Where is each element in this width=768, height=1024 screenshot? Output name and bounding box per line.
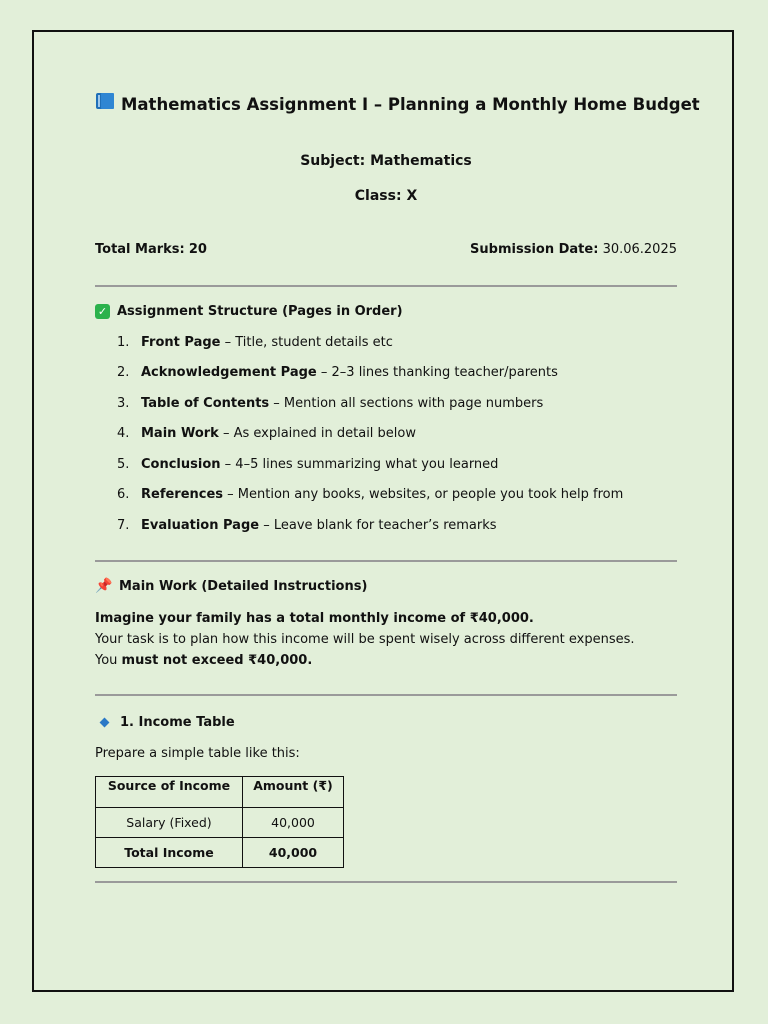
blue-book-icon: [95, 92, 115, 114]
list-desc: – 2–3 lines thanking teacher/parents: [316, 365, 558, 380]
table-header-row: [96, 777, 344, 808]
list-title: Table of Contents: [141, 396, 270, 411]
income-table-heading: [95, 715, 235, 730]
list-title: Evaluation Page: [141, 518, 260, 533]
list-desc: – Mention any books, websites, or people you took help from: [223, 487, 624, 502]
column-header: Source of Income: [96, 777, 243, 808]
submission-value: 30.06.2025: [602, 242, 677, 257]
list-title: Conclusion: [141, 457, 221, 472]
total-marks-value: 20: [188, 242, 207, 257]
limit-statement: [95, 653, 312, 668]
total-marks-label: Total Marks:: [95, 242, 185, 257]
list-item: [117, 365, 558, 380]
table-cell: Total Income: [96, 838, 243, 868]
table-row: [96, 808, 344, 838]
limit-prefix: You: [95, 653, 122, 668]
check-mark-icon: ✓: [95, 304, 110, 319]
income-table-heading-text: 1. Income Table: [120, 715, 235, 730]
list-number: 1.: [117, 335, 130, 350]
structure-heading: [95, 304, 403, 319]
list-number: 2.: [117, 365, 130, 380]
list-number: 4.: [117, 426, 130, 441]
list-number: 5.: [117, 457, 130, 472]
divider: [95, 285, 677, 287]
title-text: Mathematics Assignment I – Planning a Monthly Home Budget: [121, 95, 700, 114]
income-intro: Prepare a simple table like this:: [95, 746, 300, 761]
list-number: 7.: [117, 518, 130, 533]
list-desc: – 4–5 lines summarizing what you learned: [220, 457, 499, 472]
list-desc: – Title, student details etc: [220, 335, 393, 350]
list-desc: – As explained in detail below: [218, 426, 417, 441]
list-title: Front Page: [141, 335, 221, 350]
main-work-heading: [95, 579, 367, 594]
list-item: [117, 518, 497, 533]
subject-label: Subject:: [300, 153, 366, 169]
list-desc: – Mention all sections with page numbers: [269, 396, 544, 411]
submission-label: Submission Date:: [470, 242, 599, 257]
page-title: [95, 92, 700, 114]
divider: [95, 694, 677, 696]
table-cell: 40,000: [243, 838, 344, 868]
list-title: References: [141, 487, 224, 502]
list-number: 6.: [117, 487, 130, 502]
main-work-heading-text: Main Work (Detailed Instructions): [119, 579, 368, 594]
list-title: Acknowledgement Page: [141, 365, 317, 380]
page-frame: [32, 30, 734, 992]
table-cell: Salary (Fixed): [96, 808, 243, 838]
submission-date: [470, 242, 677, 257]
class-line: [95, 188, 677, 204]
blue-diamond-icon: [100, 718, 110, 728]
meta-row: [95, 242, 677, 257]
divider: [95, 560, 677, 562]
table-row: [96, 838, 344, 868]
class-value: X: [406, 188, 418, 204]
class-label: Class:: [354, 188, 402, 204]
limit-bold: must not exceed ₹40,000.: [121, 653, 313, 668]
income-table: [95, 776, 344, 868]
subject-value: Mathematics: [370, 153, 472, 169]
task-statement: Your task is to plan how this income will be spent wisely across different expenses.: [95, 632, 635, 647]
structure-heading-text: Assignment Structure (Pages in Order): [117, 304, 403, 319]
list-item: [117, 396, 543, 411]
list-item: [117, 335, 393, 350]
pushpin-icon: 📌: [95, 578, 113, 594]
list-item: [117, 487, 623, 502]
list-desc: – Leave blank for teacher’s remarks: [259, 518, 497, 533]
list-number: 3.: [117, 396, 130, 411]
column-header: Amount (₹): [243, 777, 344, 808]
total-marks: [95, 242, 207, 257]
list-title: Main Work: [141, 426, 219, 441]
list-item: [117, 426, 416, 441]
list-item: [117, 457, 498, 472]
subject-line: [95, 153, 677, 169]
table-cell: 40,000: [243, 808, 344, 838]
income-statement: Imagine your family has a total monthly income of ₹40,000.: [95, 611, 534, 626]
divider: [95, 881, 677, 883]
